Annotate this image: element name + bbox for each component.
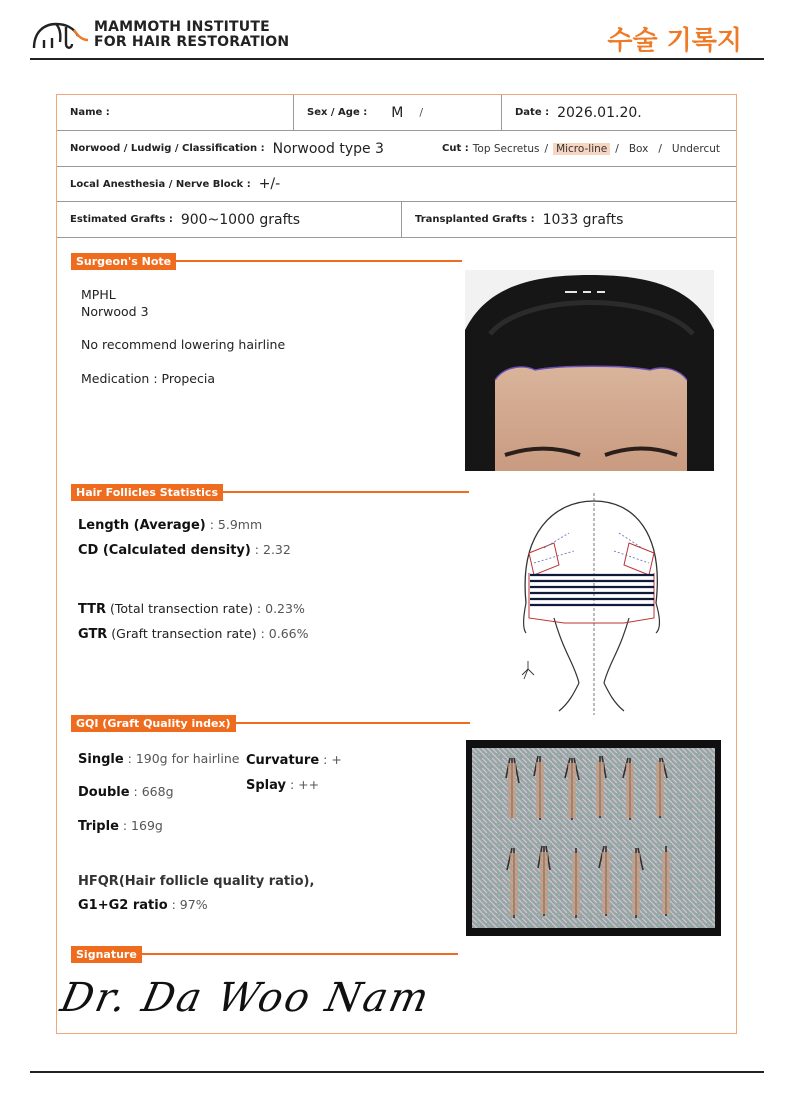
stat-gtr-label: GTR	[78, 627, 108, 642]
surgeons-note-title: Surgeon's Note	[71, 253, 176, 270]
classification-field[interactable]: Norwood type 3	[272, 140, 384, 157]
gqi-double-value: : 668g	[129, 784, 174, 799]
gqi-curvature-value: : +	[319, 752, 342, 767]
mammoth-logo-icon	[30, 18, 90, 52]
gqi-triple-label: Triple	[78, 819, 119, 834]
page-title: 수술 기록지	[607, 26, 742, 56]
gqi-splay-value: : ++	[285, 777, 320, 792]
cut-separator: /	[658, 142, 662, 155]
hairline-photo	[465, 270, 714, 471]
gqi-double	[78, 784, 174, 800]
transplanted-grafts-cell	[401, 202, 736, 237]
estimated-grafts-cell	[57, 202, 401, 237]
surgeons-note-body	[81, 286, 285, 387]
top-divider	[30, 58, 764, 60]
gqi-splay-label: Splay	[246, 778, 286, 793]
section-rule	[176, 260, 462, 262]
gqi-g1g2-label: G1+G2 ratio	[78, 898, 168, 913]
gqi-header	[71, 714, 470, 732]
note-line: Norwood 3	[81, 304, 149, 319]
date-cell	[501, 95, 736, 130]
record-sheet	[56, 94, 737, 1034]
age-separator: /	[419, 106, 424, 119]
gqi-title: GQI (Graft Quality index)	[71, 715, 236, 732]
sex-field[interactable]: M	[391, 104, 404, 121]
hairline-photo-image	[465, 270, 714, 471]
anesthesia-field[interactable]: +/-	[258, 176, 281, 192]
date-field[interactable]: 2026.01.20.	[557, 104, 642, 121]
gqi-single	[78, 751, 240, 767]
gqi-hfqr-label: HFQR(Hair follicle quality ratio),	[78, 874, 315, 889]
section-rule	[223, 491, 469, 493]
logo-line-2: FOR HAIR RESTORATION	[94, 34, 290, 50]
name-cell	[57, 95, 293, 130]
gqi-triple-value: : 169g	[118, 818, 163, 833]
institute-logo	[30, 18, 289, 52]
gqi-splay	[246, 777, 319, 793]
sex-age-label: Sex / Age :	[307, 107, 368, 118]
stat-length-value: : 5.9mm	[205, 517, 263, 532]
cut-option-top-secretus[interactable]: Top Secretus	[472, 142, 540, 155]
section-rule	[142, 953, 458, 955]
gqi-g1g2	[78, 897, 208, 913]
estimated-grafts-field[interactable]: 900~1000 grafts	[180, 211, 301, 228]
transplanted-grafts-label: Transplanted Grafts :	[415, 214, 535, 225]
gqi-double-label: Double	[78, 785, 130, 800]
follicle-stats-header	[71, 483, 469, 501]
stat-ttr-desc: (Total transection rate)	[106, 601, 253, 616]
stat-gtr-value: : 0.66%	[256, 626, 309, 641]
note-line: MPHL	[81, 287, 116, 302]
name-label: Name :	[70, 107, 110, 118]
gqi-single-value: : 190g for hairline	[123, 751, 240, 766]
note-line: No recommend lowering hairline	[81, 337, 286, 352]
signature-title: Signature	[71, 946, 142, 963]
cut-options	[442, 143, 720, 155]
follicle-stats-title: Hair Follicles Statistics	[71, 484, 223, 501]
gqi-single-label: Single	[78, 752, 124, 767]
transplanted-grafts-field[interactable]: 1033 grafts	[542, 211, 624, 228]
row-anesthesia	[57, 167, 736, 202]
gqi-triple	[78, 818, 163, 834]
row-classification	[57, 131, 736, 167]
gqi-curvature	[246, 752, 342, 768]
head-back-diagram-icon	[514, 493, 664, 715]
signature-header	[71, 945, 458, 963]
classification-label: Norwood / Ludwig / Classification :	[70, 143, 265, 154]
svg-text:Dr. Da Woo Nam: Dr. Da Woo Nam	[56, 973, 433, 1021]
row-grafts	[57, 202, 736, 238]
stat-length-label: Length (Average)	[78, 518, 206, 533]
graft-photo-image	[472, 748, 715, 928]
logo-line-1: MAMMOTH INSTITUTE	[94, 19, 270, 35]
note-line: Medication : Propecia	[81, 371, 215, 386]
stat-ttr-label: TTR	[78, 602, 107, 617]
cut-option-box[interactable]: Box	[628, 142, 649, 155]
anesthesia-label: Local Anesthesia / Nerve Block :	[70, 178, 251, 190]
signature-image	[56, 963, 447, 1023]
cut-option-micro-line[interactable]: Micro-line	[553, 143, 610, 155]
stat-ttr	[78, 601, 305, 617]
sex-age-cell	[293, 95, 501, 130]
estimated-grafts-label: Estimated Grafts :	[70, 214, 173, 225]
bottom-divider	[30, 1071, 764, 1073]
stat-ttr-value: : 0.23%	[252, 601, 305, 616]
section-rule	[236, 722, 470, 724]
gqi-g1g2-value: : 97%	[167, 897, 208, 912]
surgeons-note-header	[71, 252, 462, 270]
stat-gtr	[78, 626, 308, 642]
cut-separator: /	[544, 142, 549, 155]
donor-area-diagram	[514, 493, 664, 715]
cut-option-undercut[interactable]: Undercut	[671, 142, 720, 155]
institute-name	[94, 20, 289, 50]
doctor-signature	[56, 963, 447, 1028]
cut-label: Cut :	[442, 143, 469, 154]
stat-length	[78, 517, 262, 533]
stat-cd	[78, 542, 291, 558]
stat-gtr-desc: (Graft transection rate)	[107, 626, 257, 641]
date-label: Date :	[515, 107, 550, 118]
row-identity	[57, 95, 736, 131]
gqi-curvature-label: Curvature	[246, 753, 320, 768]
stat-cd-label: CD (Calculated density)	[78, 543, 251, 558]
classification-cell	[57, 131, 736, 166]
gqi-hfqr	[78, 873, 314, 889]
anesthesia-cell	[57, 167, 736, 201]
cut-separator: /	[615, 142, 619, 155]
stat-cd-value: : 2.32	[250, 542, 291, 557]
graft-photo	[466, 740, 721, 936]
